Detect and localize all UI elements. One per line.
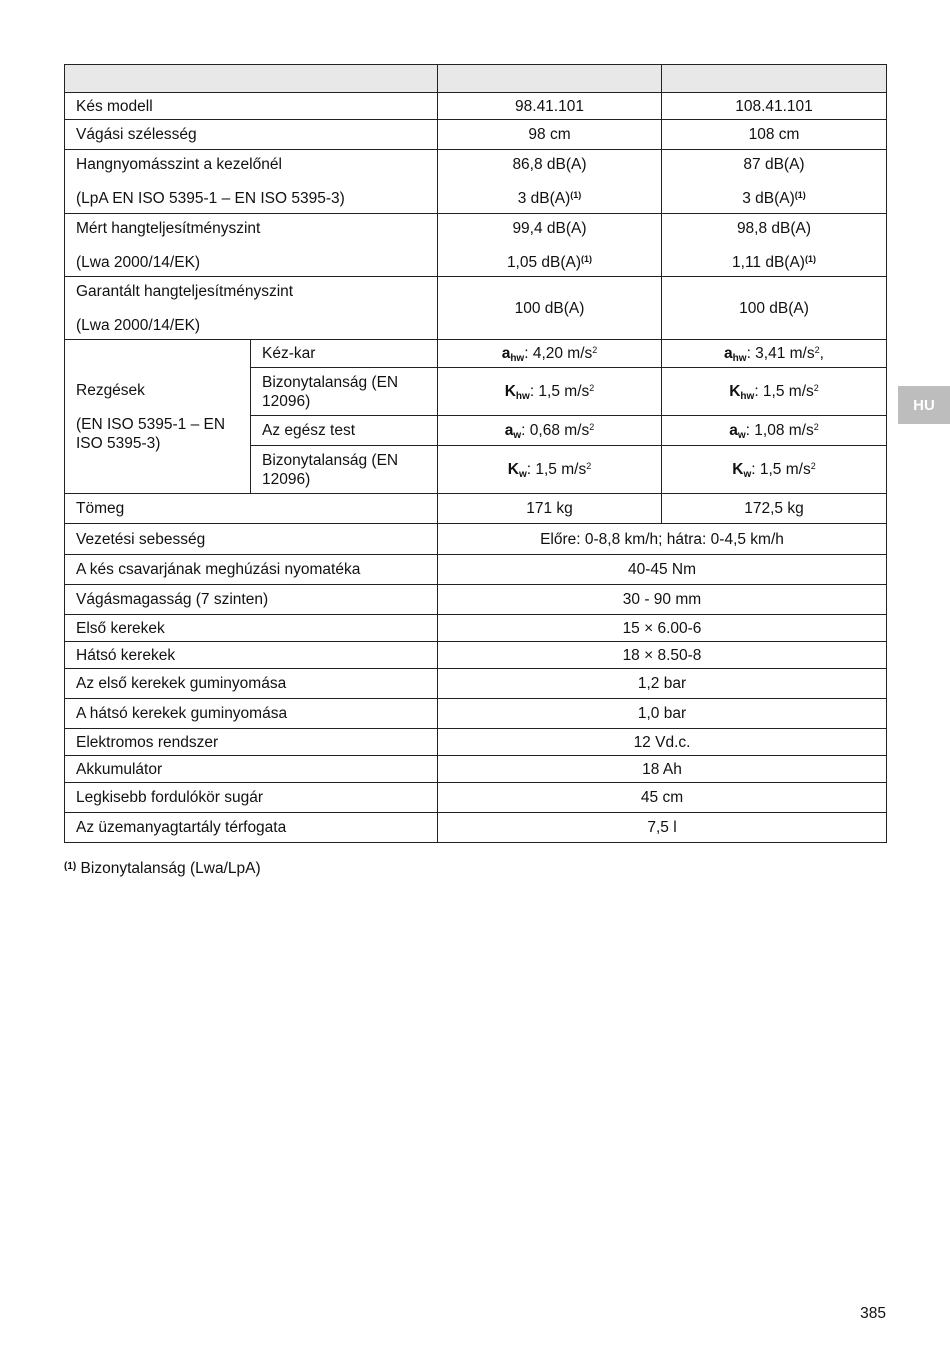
table-row [65, 783, 887, 813]
row-value: 1,0 bar [438, 699, 887, 729]
footnote-mark: (1) [794, 190, 806, 200]
row-value-2: 108 cm [662, 120, 887, 150]
table-row [65, 813, 887, 843]
row-label: Mért hangteljesítményszint (Lwa 2000/14/EK) [65, 214, 438, 277]
row-value-1: 171 kg [438, 494, 662, 524]
row-value-1: 98 cm [438, 120, 662, 150]
row-label: A hátsó kerekek guminyomása [65, 699, 438, 729]
row-label: Legkisebb fordulókör sugár [65, 783, 438, 813]
header-cell-model-1 [438, 65, 662, 93]
row-label: Vágásmagasság (7 szinten) [65, 585, 438, 615]
row-value: 12 Vd.c. [438, 729, 887, 756]
row-value-2: 100 dB(A) [662, 277, 887, 340]
row-label: Akkumulátor [65, 756, 438, 783]
row-label: Kés modell [65, 93, 438, 120]
row-value-2: $a_w$: 1,08 $m/s^2$ [662, 416, 887, 446]
table-row [65, 699, 887, 729]
page-number: 385 [860, 1305, 886, 1322]
row-value-1: $K_w$: 1,5 $m/s^2$ [438, 446, 662, 494]
row-value-1: $K_{hw}$: 1,5 $m/s^2$ [438, 368, 662, 416]
vibration-sub-label: Bizonytalanság (EN 12096) [251, 446, 438, 494]
row-value: 18 × 8.50-8 [438, 642, 887, 669]
row-label-line-1: Hangnyomásszint a kezelőnél [76, 156, 282, 173]
vibration-sub-label: Az egész test [251, 416, 438, 446]
table-row [65, 277, 887, 340]
row-label: Elektromos rendszer [65, 729, 438, 756]
table-row [65, 756, 887, 783]
language-tab: HU [898, 386, 950, 424]
row-label: A kés csavarjának meghúzási nyomatéka [65, 555, 438, 585]
row-value: 40-45 Nm [438, 555, 887, 585]
row-value: 18 Ah [438, 756, 887, 783]
table-row [65, 585, 887, 615]
row-value-2: $K_w$: 1,5 $m/s^2$ [662, 446, 887, 494]
footnote-text: Bizonytalanság (Lwa/LpA) [80, 860, 261, 877]
table-row [65, 729, 887, 756]
vibration-sub-label: Kéz-kar [251, 340, 438, 368]
row-label: Vágási szélesség [65, 120, 438, 150]
row-value-1: 99,4 dB(A) 1,05 $dB(A)^{(1)}$ [438, 214, 662, 277]
table-row [65, 150, 887, 214]
vibration-label: Rezgések (EN ISO 5395-1 – EN ISO 5395-3) [65, 340, 251, 494]
row-value: 45 cm [438, 783, 887, 813]
vibration-sub-label: Bizonytalanság (EN 12096) [251, 368, 438, 416]
table-row [65, 494, 887, 524]
row-value-2: 108.41.101 [662, 93, 887, 120]
header-cell-model-2 [662, 65, 887, 93]
row-label: Az első kerekek guminyomása [65, 669, 438, 699]
table-header-row [65, 65, 887, 93]
header-cell-label [65, 65, 438, 93]
row-value-2: $a_{hw}$: 3,41 $m/s^2$, [662, 340, 887, 368]
footnote-mark: (1) [581, 253, 593, 264]
row-value-1: $a_{hw}$: 4,20 $m/s^2$ [438, 340, 662, 368]
row-label: Tömeg [65, 494, 438, 524]
footnote-mark: (1) [804, 253, 816, 264]
row-label: Garantált hangteljesítményszint (Lwa 2000/14/EK) [65, 277, 438, 340]
table-row [65, 669, 887, 699]
row-label-line-2: (LpA EN ISO 5395-1 – EN ISO 5395-3) [76, 190, 345, 207]
table-row [65, 120, 887, 150]
table-row [65, 615, 887, 642]
row-label: Az üzemanyagtartály térfogata [65, 813, 438, 843]
row-value-2: 172,5 kg [662, 494, 887, 524]
row-value-1: 86,8 dB(A) 3 $dB(A)^{(1)}$ [438, 150, 662, 214]
row-label [65, 150, 438, 214]
row-value: 7,5 l [438, 813, 887, 843]
footnote-mark: (1) [570, 190, 582, 200]
specification-table [64, 64, 887, 843]
footnote [64, 860, 261, 878]
row-label: Hátsó kerekek [65, 642, 438, 669]
row-value-1: 98.41.101 [438, 93, 662, 120]
row-label: Vezetési sebesség [65, 524, 438, 555]
row-value-2: 98,8 dB(A) 1,11 $dB(A)^{(1)}$ [662, 214, 887, 277]
row-label: Első kerekek [65, 615, 438, 642]
table-row [65, 524, 887, 555]
row-value-1: $a_w$: 0,68 $m/s^2$ [438, 416, 662, 446]
row-value-2: 87 dB(A) 3 $dB(A)^{(1)}$ [662, 150, 887, 214]
table-row [65, 93, 887, 120]
row-value-1: 100 dB(A) [438, 277, 662, 340]
row-value-2: $K_{hw}$: 1,5 $m/s^2$ [662, 368, 887, 416]
table-row [65, 340, 887, 368]
row-value: 1,2 bar [438, 669, 887, 699]
row-value: Előre: 0-8,8 km/h; hátra: 0-4,5 km/h [438, 524, 887, 555]
table-row [65, 555, 887, 585]
row-value: 30 - 90 mm [438, 585, 887, 615]
table-row [65, 642, 887, 669]
row-value: 15 × 6.00-6 [438, 615, 887, 642]
footnote-mark: (1) [64, 861, 77, 872]
table-row [65, 214, 887, 277]
